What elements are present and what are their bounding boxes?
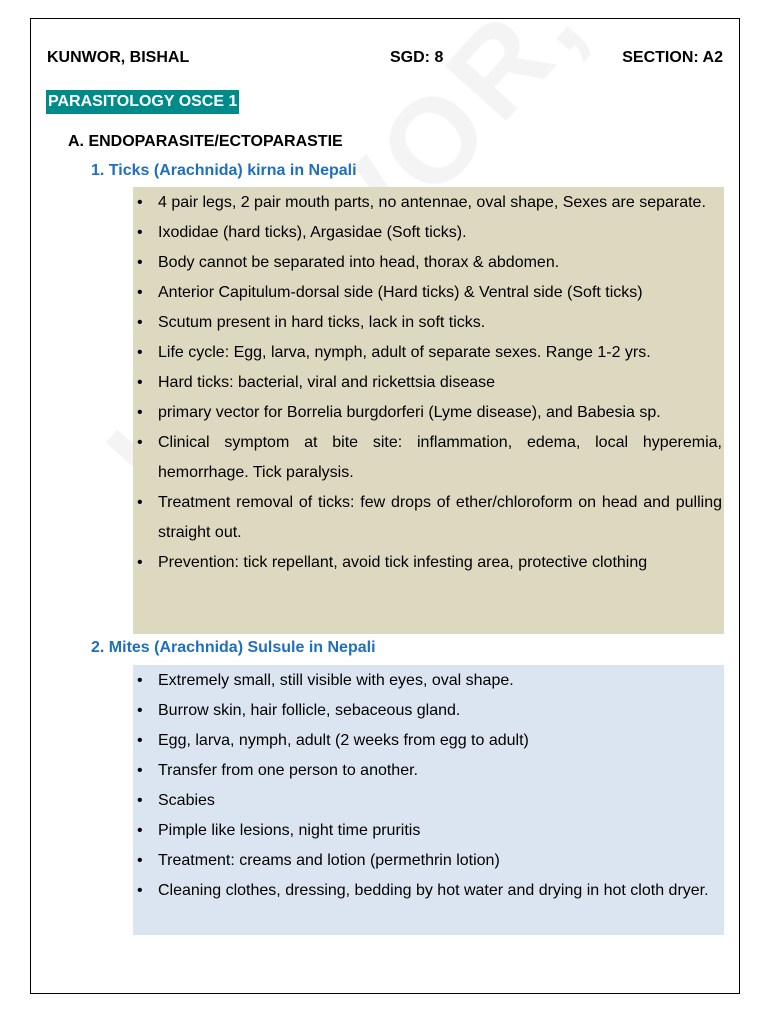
student-name: KUNWOR, BISHAL xyxy=(47,49,190,66)
section-heading: A. ENDOPARASITE/ECTOPARASTIE xyxy=(68,133,343,150)
list-item: • Pimple like lesions, night time pruritis xyxy=(133,816,724,846)
list-item: • Clinical symptom at bite site: inflammation, edema, local hyperemia, hemorrhage. Tick paralysis. xyxy=(133,428,724,488)
list-item: • Cleaning clothes, dressing, bedding by hot water and drying in hot cloth dryer. xyxy=(133,876,724,906)
list-item: • Anterior Capitulum-dorsal side (Hard ticks) & Ventral side (Soft ticks) xyxy=(133,278,724,308)
ticks-list xyxy=(133,187,724,578)
document-title: PARASITOLOGY OSCE 1 xyxy=(46,90,239,114)
list-item: • Burrow skin, hair follicle, sebaceous gland. xyxy=(133,696,724,726)
mites-heading: 2. Mites (Arachnida) Sulsule in Nepali xyxy=(91,639,376,656)
list-item: • primary vector for Borrelia burgdorferi (Lyme disease), and Babesia sp. xyxy=(133,398,724,428)
sgd-number: SGD: 8 xyxy=(390,49,444,66)
ticks-heading: 1. Ticks (Arachnida) kirna in Nepali xyxy=(91,162,357,179)
list-item: • Body cannot be separated into head, thorax & abdomen. xyxy=(133,248,724,278)
list-item: • Hard ticks: bacterial, viral and rickettsia disease xyxy=(133,368,724,398)
section-label: SECTION: A2 xyxy=(622,49,723,66)
list-item: • Scabies xyxy=(133,786,724,816)
list-item: • Ixodidae (hard ticks), Argasidae (Soft ticks). xyxy=(133,218,724,248)
list-item: • Scutum present in hard ticks, lack in soft ticks. xyxy=(133,308,724,338)
list-item: • Transfer from one person to another. xyxy=(133,756,724,786)
list-item: • Prevention: tick repellant, avoid tick infesting area, protective clothing xyxy=(133,548,724,578)
list-item: • Egg, larva, nymph, adult (2 weeks from egg to adult) xyxy=(133,726,724,756)
mites-box xyxy=(133,665,724,935)
list-item: • Extremely small, still visible with eyes, oval shape. xyxy=(133,666,724,696)
list-item: • Treatment: creams and lotion (permethrin lotion) xyxy=(133,846,724,876)
list-item: • 4 pair legs, 2 pair mouth parts, no antennae, oval shape, Sexes are separate. xyxy=(133,188,724,218)
list-item: • Treatment removal of ticks: few drops of ether/chloroform on head and pulling straight out. xyxy=(133,488,724,548)
ticks-box xyxy=(133,187,724,634)
mites-list xyxy=(133,665,724,906)
list-item: • Life cycle: Egg, larva, nymph, adult of separate sexes. Range 1-2 yrs. xyxy=(133,338,724,368)
document-header xyxy=(47,49,723,71)
